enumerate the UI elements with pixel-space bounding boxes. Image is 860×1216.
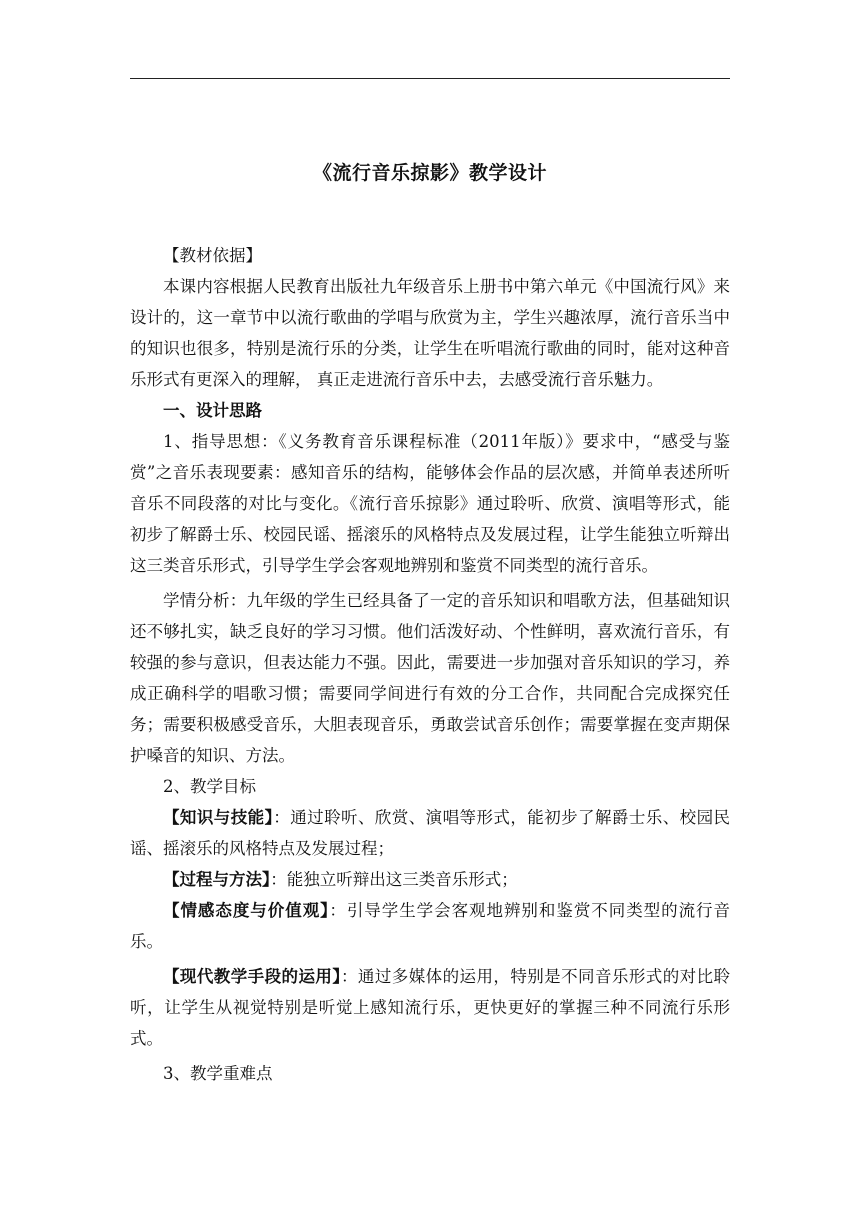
goal-process-text: ：能独立听辩出这三类音乐形式； [270,870,518,889]
header-rule [130,78,730,79]
document-title: 《流行音乐掠影》教学设计 [312,162,547,184]
goal-knowledge-label: 【知识与技能】 [163,808,274,827]
key-points-heading: 3、教学重难点 [163,1064,273,1083]
goal-media-text: ：通过多媒体的运用，特别是不同音乐形式的对比聆听，让学生从视觉特别是听觉上感知流行乐，更快更好的掌握三种不同流行乐形式。 [130,967,731,1048]
goal-attitude-label: 【情感态度与价值观】 [163,901,330,920]
goal-attitude-paragraph [130,895,730,957]
goal-process-label: 【过程与方法】 [163,870,271,889]
basis-heading: 【教材依据】 [163,246,262,265]
goal-process-paragraph [130,864,730,895]
design-heading: 一、设计思路 [163,401,262,420]
goal-knowledge-text: ：通过聆听、欣赏、演唱等形式，能初步了解爵士乐、校园民谣、摇滚乐的风格特点及发展过程； [130,808,731,858]
analysis-paragraph: 学情分析：九年级的学生已经具备了一定的音乐知识和唱歌方法，但基础知识还不够扎实，缺乏良好的学习习惯。他们活泼好动、个性鲜明，喜欢流行音乐，有较强的参与意识，但表达能力不强。因此，需要进一步加强对音乐知识的学习，养成正确科学的唱歌习惯；需要同学间进行有效的分工合作，共同配合完成探究任务；需要积极感受音乐，大胆表现音乐，勇敢尝试音乐创作；需要掌握在变声期保护嗓音的知识、方法。 [130,591,730,765]
goal-attitude-text: ：引导学生学会客观地辨别和鉴赏不同类型的流行音乐。 [130,901,730,951]
goals-heading: 2、教学目标 [163,777,256,796]
document-body [130,240,730,1089]
goal-media-label: 【现代教学手段的运用】 [163,967,341,986]
basis-paragraph: 本课内容根据人民教育出版社九年级音乐上册书中第六单元《中国流行风》来设计的，这一章节中以流行歌曲的学唱与欣赏为主，学生兴趣浓厚，流行音乐当中的知识也很多，特别是流行乐的分类，让学生在听唱流行歌曲的同时，能对这种音乐形式有更深入的理解， 真正走进流行音乐中去，去感受流行音乐魅力。 [130,277,730,389]
goal-knowledge-paragraph [130,802,730,864]
goal-media-paragraph [130,961,730,1054]
guiding-paragraph: 1、指导思想：《义务教育音乐课程标准（2011年版）》要求中，“感受与鉴赏”之音乐表现要素：感知音乐的结构，能够体会作品的层次感，并简单表述所听音乐不同段落的对比与变化。《流行音乐掠影》通过聆听、欣赏、演唱等形式，能初步了解爵士乐、校园民谣、摇滚乐的风格特点及发展过程，让学生能独立听辩出这三类音乐形式，引导学生学会客观地辨别和鉴赏不同类型的流行音乐。 [130,432,730,575]
